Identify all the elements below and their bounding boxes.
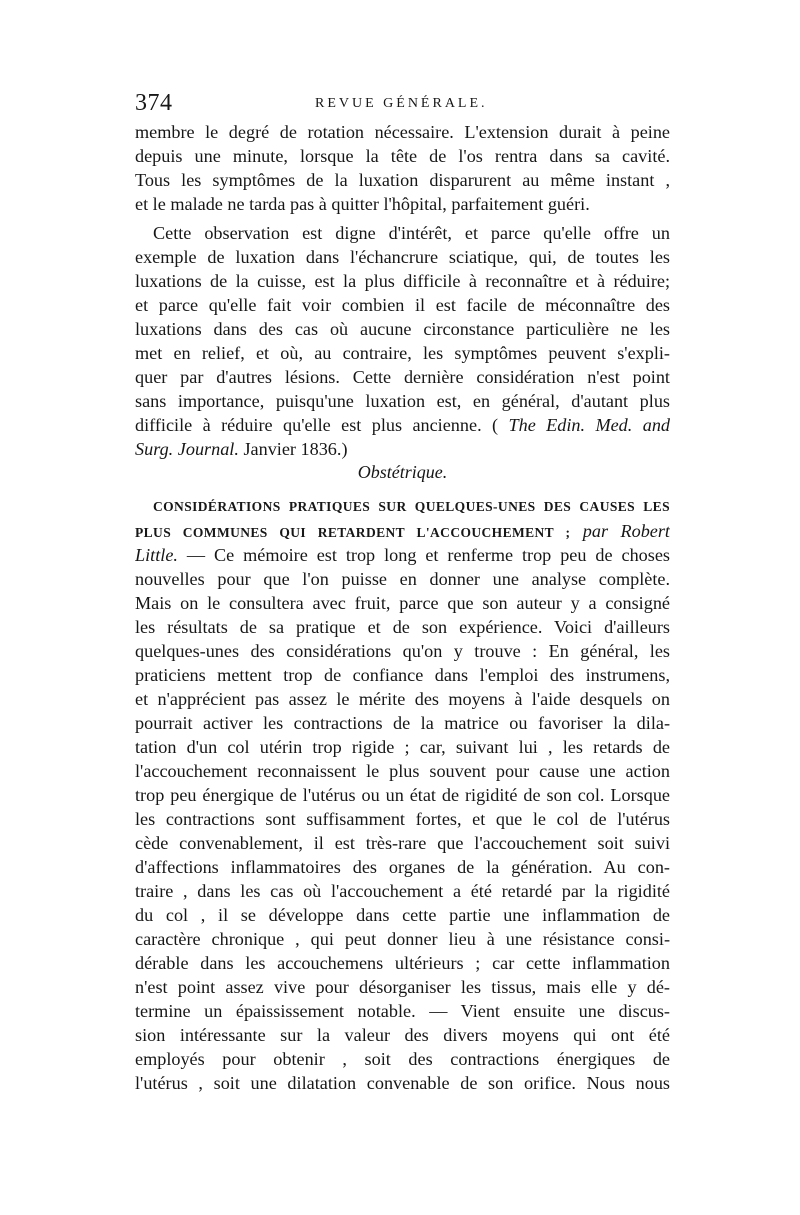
citation-line [135, 437, 670, 461]
paragraph-continuation [135, 120, 670, 216]
text-line-with-citation [135, 413, 670, 437]
text-line: les contractions sont suffisamment fortes, et que le col de l'utérus [135, 809, 670, 829]
text-line: quelques-unes des considérations qu'on y trouve : En général, les [135, 641, 670, 661]
text-line: sion intéressante sur la valeur des divers moyens qui ont été [135, 1025, 670, 1045]
paragraph-observation [135, 221, 670, 461]
citation-open: ( [481, 415, 509, 435]
text-line: exemple de luxation dans l'échancrure sciatique, qui, de toutes les [135, 247, 670, 267]
citation-journal-continued: Surg. Journal. [135, 439, 239, 459]
text-line: tation d'un col utérin trop rigide ; car, suivant lui , les retards de [135, 737, 670, 757]
text-line: traire , dans les cas où l'accouchement a été retardé par la rigidité [135, 881, 670, 901]
text-line: n'est point assez vive pour désorganiser les tissus, mais elle y dé- [135, 977, 670, 997]
text-line: quer par d'autres lésions. Cette dernière considération n'est point [135, 367, 670, 387]
text-line: Tous les symptômes de la luxation disparurent au même instant , [135, 170, 670, 190]
text-line: sans importance, puisqu'une luxation est, en général, d'autant plus [135, 391, 670, 411]
text-line: luxations de la cuisse, est la plus difficile à reconnaître et à réduire; [135, 271, 670, 291]
text-line: dérable dans les accouchemens ultérieurs ; car cette inflammation [135, 953, 670, 973]
text-fragment: difficile à réduire qu'elle est plus ancienne. [135, 415, 482, 435]
text-line: nouvelles pour que l'on puisse en donner une analyse complète. [135, 569, 670, 589]
text-line: d'affections inflammatoires des organes de la génération. Au con- [135, 857, 670, 877]
text-line: et n'apprécient pas assez le mérite des moyens à l'aide desquels on [135, 689, 670, 709]
article-first-line-text: — Ce mémoire est trop long et renferme trop peu de choses [177, 545, 670, 565]
text-line: luxations dans des cas où aucune circonstance particulière ne les [135, 319, 670, 339]
article-title-line: CONSIDÉRATIONS PRATIQUES SUR QUELQUES-UNES DES CAUSES LES [153, 499, 670, 514]
text-line: trop peu énergique de l'utérus ou un état de rigidité de son col. Lorsque [135, 785, 670, 805]
text-line: praticiens mettent trop de confiance dans l'emploi des instrumens, [135, 665, 670, 685]
section-title: Obstétrique. [357, 462, 448, 482]
author-prefix: par [582, 521, 609, 541]
article-title-text: PLUS COMMUNES QUI RETARDENT L'ACCOUCHEMENT ; [135, 525, 571, 540]
text-line: caractère chronique , qui peut donner lieu à une résistance consi- [135, 929, 670, 949]
text-line: l'accouchement reconnaissent le plus souvent pour cause une action [135, 761, 670, 781]
text-line: et parce qu'elle fait voir combien il est facile de méconnaître des [135, 295, 670, 315]
citation-date: Janvier 1836.) [238, 439, 348, 459]
page-number: 374 [135, 90, 173, 116]
article-title-line [135, 519, 670, 543]
text-line: du col , il se développe dans cette partie une inflammation de [135, 905, 670, 925]
text-line: employés pour obtenir , soit des contractions énergiques de [135, 1049, 670, 1069]
text-line: les résultats de sa pratique et de son expérience. Voici d'ailleurs [135, 617, 670, 637]
text-line: membre le degré de rotation nécessaire. L'extension durait à peine [135, 122, 670, 142]
text-line: pourrait activer les contractions de la matrice ou favoriser la dila- [135, 713, 670, 733]
text-line: cède convenablement, il est très-rare que l'accouchement soit suivi [135, 833, 670, 853]
citation-journal: The Edin. Med. and [508, 415, 670, 435]
author-name: Robert [620, 521, 670, 541]
text-line: depuis une minute, lorsque la tête de l'os rentra dans sa cavité. [135, 146, 670, 166]
page-header [135, 88, 670, 118]
text-line: Mais on le consultera avec fruit, parce que son auteur y a consigné [135, 593, 670, 613]
article-first-line [135, 543, 670, 567]
text-line: et le malade ne tarda pas à quitter l'hôpital, parfaitement guéri. [135, 194, 590, 214]
text-line: l'utérus , soit une dilatation convenable de son orifice. Nous nous [135, 1073, 670, 1093]
text-line: Cette observation est digne d'intérêt, et parce qu'elle offre un [153, 223, 670, 243]
article-review [135, 495, 670, 1095]
author-surname: Little. [135, 545, 178, 565]
text-line: met en relief, et où, au contraire, les symptômes peuvent s'expli- [135, 343, 670, 363]
running-head: REVUE GÉNÉRALE. [315, 96, 488, 111]
text-line: termine un épaississement notable. — Vient ensuite une discus- [135, 1001, 670, 1021]
